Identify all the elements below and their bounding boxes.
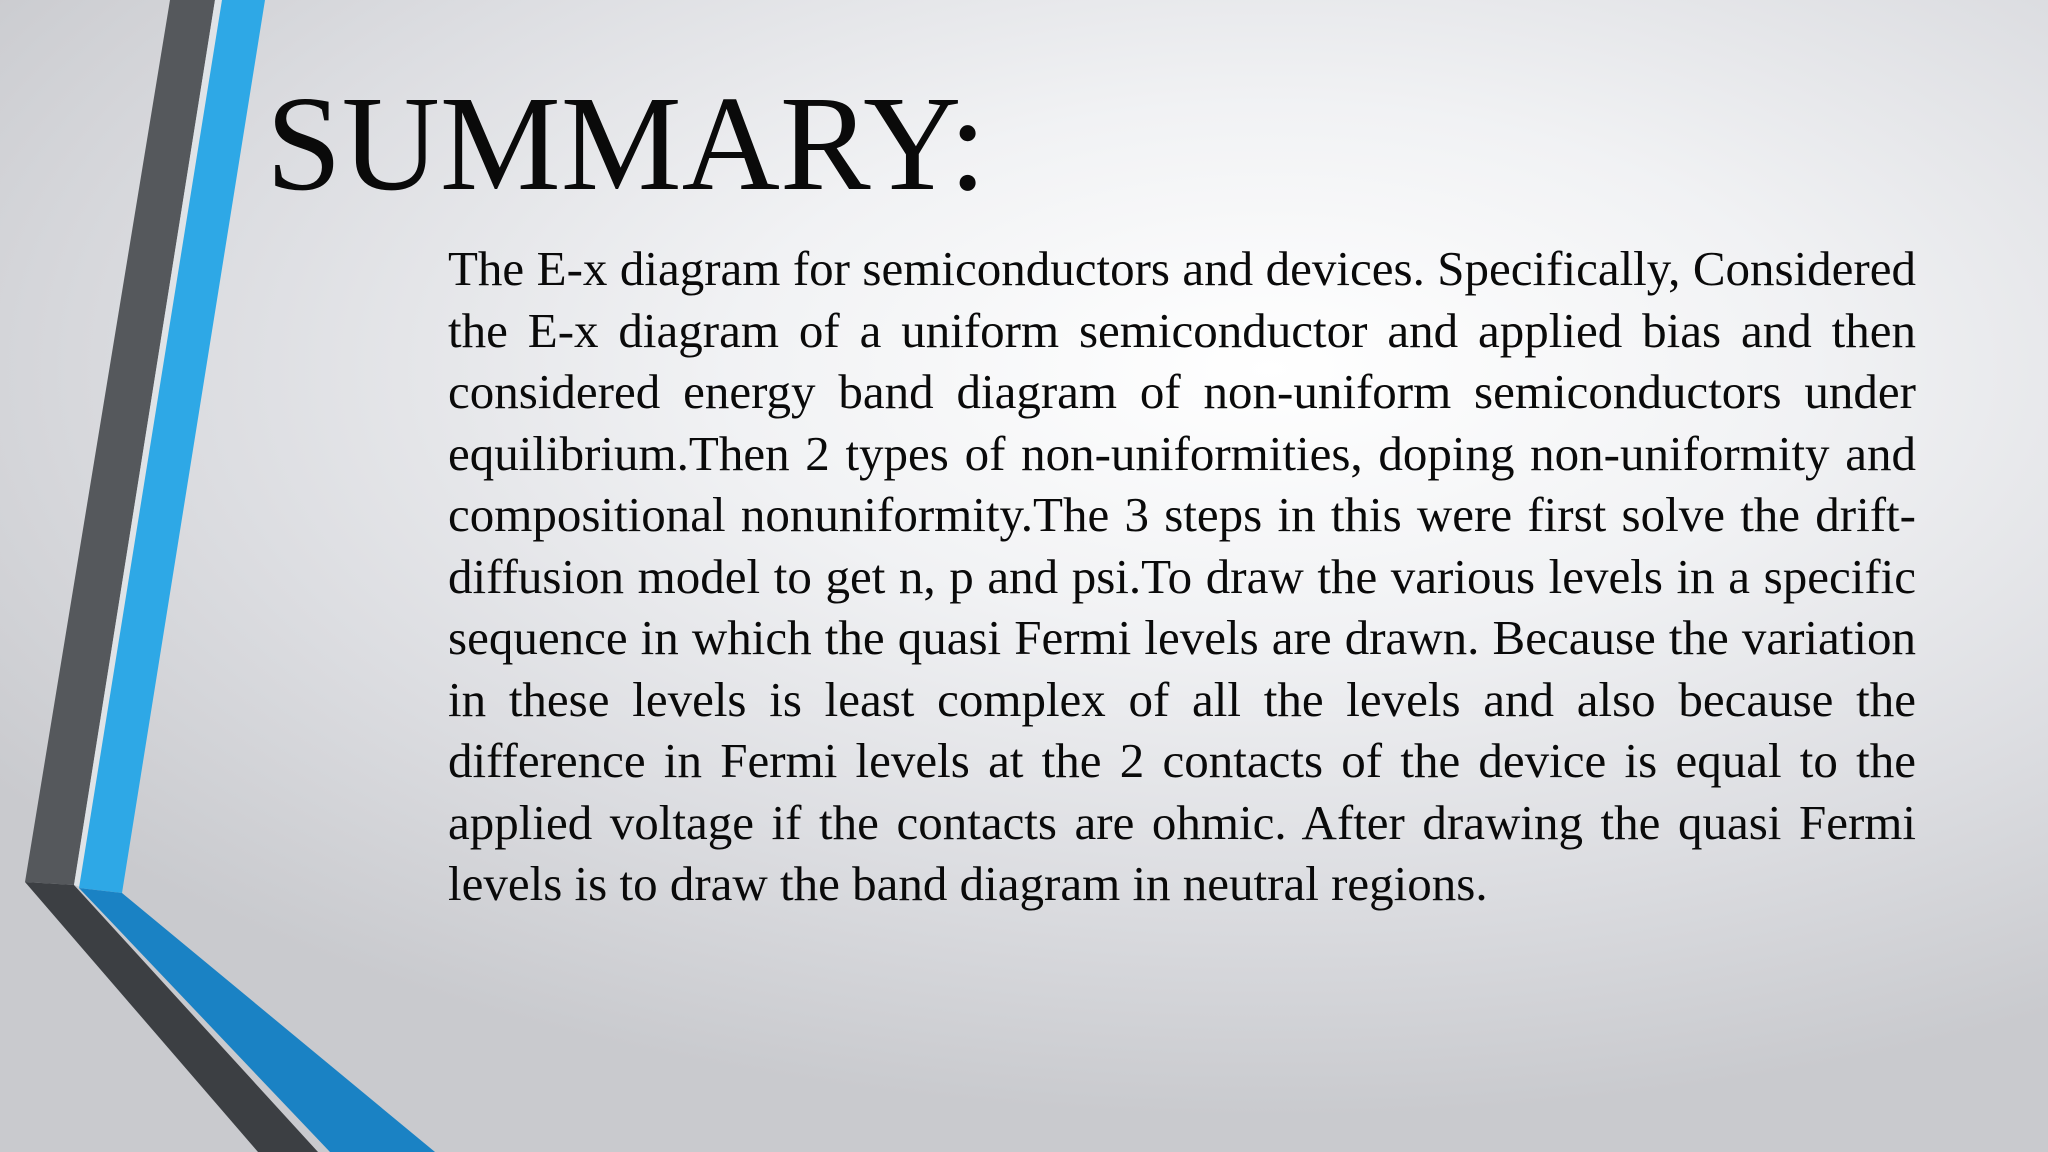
summary-paragraph: The E-x diagram for semiconductors and devices. Specifically, Considered the E-x diagram of a uniform semiconductor and applied bias and then considered energy band diagram of non-uniform semiconductors under equilibrium.Then 2 types of non-uniformities, doping non-uniformity and compositional nonuniformity.The 3 steps in this were first solve the drift-diffusion model to get n, p and psi.To draw the various levels in a specific sequence in which the quasi Fermi levels are drawn. Because the variation in these levels is least complex of all the levels and also because the difference in Fermi levels at the 2 contacts of the device is equal to the applied voltage if the contacts are ohmic. After drawing the quasi Fermi levels is to draw the band diagram in neutral regions. [448, 241, 1916, 911]
light-separator [74, 0, 222, 888]
gray-stripe-diagonal [25, 882, 318, 1152]
slide-title: SUMMARY: [266, 69, 987, 219]
